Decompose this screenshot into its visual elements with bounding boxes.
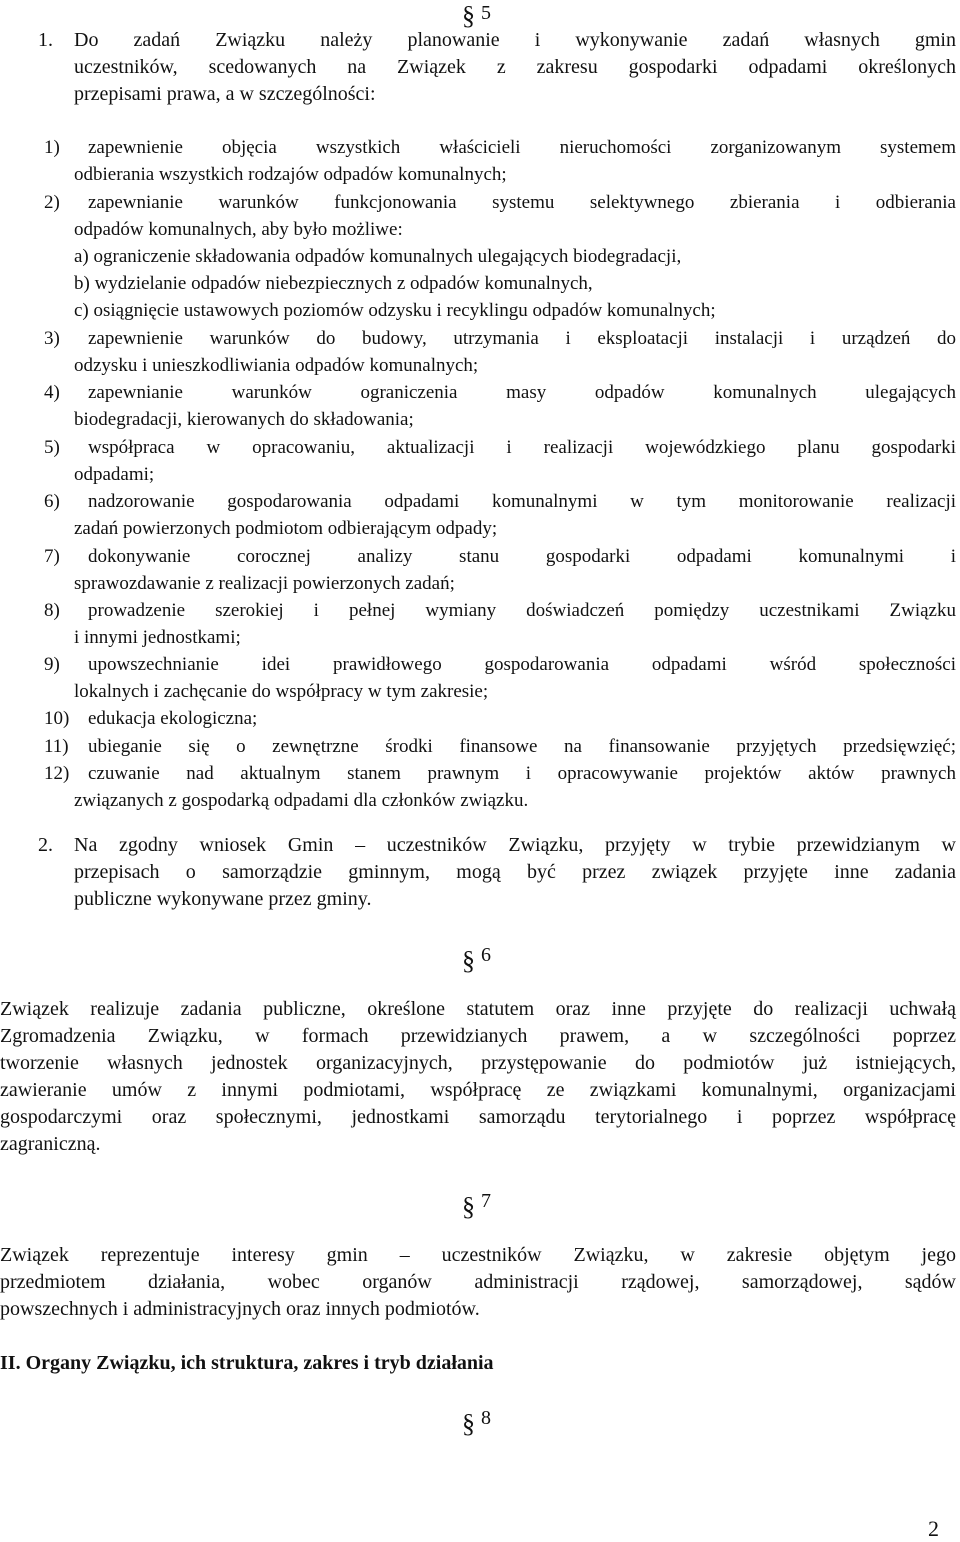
p2-line3: publiczne wykonywane przez gminy. (74, 888, 372, 910)
item-line: lokalnych i zachęcanie do współpracy w tym zakresie; (74, 681, 489, 702)
item-line: czuwanie nad aktualnym stanem prawnym i opracowywanie projektów aktów prawnych (88, 763, 956, 784)
item-number: 2) (44, 192, 60, 213)
item-number: 11) (44, 736, 69, 757)
chapter-heading: II. Organy Związku, ich struktura, zakres i tryb działania (0, 1352, 494, 1374)
item-number: 1) (44, 137, 60, 158)
item-number: 10) (44, 708, 70, 729)
sec6-line: zawieranie umów z innymi podmiotami, współpracę ze związkami komunalnymi, organizacjami (0, 1079, 956, 1101)
item-line: zadań powierzonych podmiotom odbierającym odpady; (74, 518, 498, 539)
item-number: 7) (44, 546, 60, 567)
sec6-line: zagraniczną. (0, 1133, 101, 1155)
section-8-number: 8 (481, 1407, 491, 1429)
sec6-line: gospodarczymi oraz społecznymi, jednostkami samorządu terytorialnego i poprzez współpracę (0, 1106, 956, 1128)
item-line: i innymi jednostkami; (74, 627, 241, 648)
item-number: 3) (44, 328, 60, 349)
page-number: 2 (928, 1516, 939, 1541)
p1-line3: przepisami prawa, a w szczególności: (74, 83, 376, 105)
item-line: odpadami; (74, 464, 155, 485)
sec7-line: powszechnych i administracyjnych oraz innych podmiotów. (0, 1298, 480, 1320)
sec6-line: Zgromadzenia Związku, w formach przewidzianych prawem, a w szczególności poprzez (0, 1025, 956, 1047)
item-line: zapewnienie warunków do budowy, utrzymania i eksploatacji instalacji i urządzeń do (88, 328, 956, 349)
item-line: zapewnianie warunków ograniczenia masy odpadów komunalnych ulegających (88, 382, 956, 403)
p1-line1: Do zadań Związku należy planowanie i wykonywanie zadań własnych gmin (74, 29, 956, 51)
item-line: odzysku i unieszkodliwiania odpadów komunalnych; (74, 355, 479, 376)
item-line: prowadzenie szerokiej i pełnej wymiany doświadczeń pomiędzy uczestnikami Związku (88, 600, 956, 621)
item-line: edukacja ekologiczna; (88, 708, 258, 729)
item-line: odpadów komunalnych, aby było możliwe: (74, 219, 403, 240)
p1-number: 1. (38, 29, 53, 51)
item-line: nadzorowanie gospodarowania odpadami komunalnymi w tym monitorowanie realizacji (88, 491, 956, 512)
item-line: ubieganie się o zewnętrzne środki finansowe na finansowanie przyjętych przedsięwzięć; (88, 736, 956, 757)
sub-item-b: b) wydzielanie odpadów niebezpiecznych z odpadów komunalnych, (74, 273, 593, 294)
sub-item-c: c) osiągnięcie ustawowych poziomów odzysku i recyklingu odpadów komunalnych; (74, 300, 716, 321)
item-line: upowszechnianie idei prawidłowego gospodarowania odpadami wśród społeczności (88, 654, 956, 675)
item-line: dokonywanie corocznej analizy stanu gospodarki odpadami komunalnymi i (88, 546, 956, 567)
section-symbol: § (462, 1192, 475, 1221)
section-symbol: § (462, 946, 475, 975)
p2-line1: Na zgodny wniosek Gmin – uczestników Związku, przyjęty w trybie przewidzianym w (74, 834, 956, 856)
item-line: związanych z gospodarką odpadami dla członków związku. (74, 790, 529, 811)
section-7-number: 7 (481, 1190, 491, 1212)
sub-item-a: a) ograniczenie składowania odpadów komunalnych ulegających biodegradacji, (74, 246, 682, 267)
item-line: zapewnienie objęcia wszystkich właścicieli nieruchomości zorganizowanym systemem (88, 137, 956, 158)
item-line: biodegradacji, kierowanych do składowania; (74, 409, 414, 430)
item-number: 4) (44, 382, 60, 403)
item-number: 5) (44, 437, 60, 458)
p1-line2: uczestników, scedowanych na Związek z zakresu gospodarki odpadami określonych (74, 56, 956, 78)
item-number: 12) (44, 763, 70, 784)
item-number: 6) (44, 491, 60, 512)
item-number: 8) (44, 600, 60, 621)
p2-number: 2. (38, 834, 53, 856)
item-line: współpraca w opracowaniu, aktualizacji i realizacji wojewódzkiego planu gospodarki (88, 437, 956, 458)
sec6-line: Związek realizuje zadania publiczne, określone statutem oraz inne przyjęte do realizacji uchwałą (0, 998, 956, 1020)
sec7-line: przedmiotem działania, wobec organów administracji rządowej, samorządowej, sądów (0, 1271, 956, 1293)
section-6-number: 6 (481, 944, 491, 966)
item-line: sprawozdawanie z realizacji powierzonych zadań; (74, 573, 455, 594)
section-symbol: § (462, 1409, 475, 1438)
item-number: 9) (44, 654, 60, 675)
section-symbol: § (462, 1, 475, 30)
sec6-line: tworzenie własnych jednostek organizacyjnych, przystępowanie do podmiotów już istniejących, (0, 1052, 956, 1074)
item-line: zapewnianie warunków funkcjonowania systemu selektywnego zbierania i odbierania (88, 192, 956, 213)
item-line: odbierania wszystkich rodzajów odpadów komunalnych; (74, 164, 507, 185)
sec7-line: Związek reprezentuje interesy gmin – uczestników Związku, w zakresie objętym jego (0, 1244, 956, 1266)
section-5-number: 5 (481, 2, 491, 24)
p2-line2: przepisach o samorządzie gminnym, mogą być przez związek przyjęte inne zadania (74, 861, 956, 883)
